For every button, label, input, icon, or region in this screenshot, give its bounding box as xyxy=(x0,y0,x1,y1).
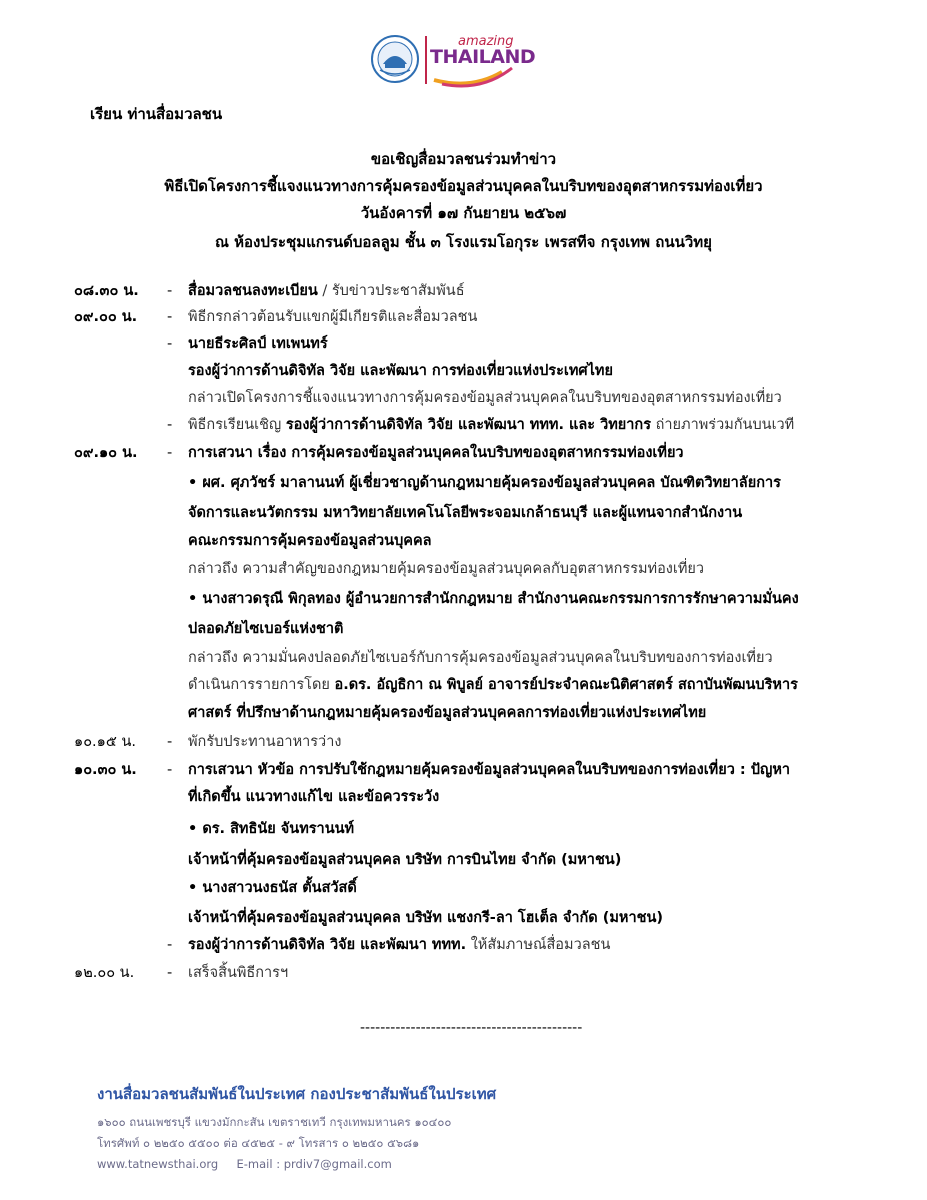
headline-event: พิธีเปิดโครงการชี้แจงแนวทางการคุ้มครองข้อมูลส่วนบุคคลในบริบทของอุตสาหกรรมท่องเที่ยว xyxy=(164,177,763,195)
panelist-1-desc: กล่าวถึง ความสำคัญของกฎหมายคุ้มครองข้อมูลส่วนบุคคลกับอุตสาหกรรมท่องเที่ยว xyxy=(188,561,705,577)
speaker-desc: กล่าวเปิดโครงการชี้แจงแนวทางการคุ้มครองข้อมูลส่วนบุคคลในบริบทของอุตสาหกรรมท่องเที่ยว xyxy=(188,390,782,406)
dash: - xyxy=(167,445,173,461)
headline-venue: ณ ห้องประชุมแกรนด์บอลลูม ชั้น ๓ โรงแรมโอกุระ เพรสทีจ กรุงเทพ ถนนวิทยุ xyxy=(215,233,712,251)
dash: - xyxy=(167,283,173,299)
time-0830: ๐๘.๓๐ น. xyxy=(74,283,139,299)
speaker-title: รองผู้ว่าการด้านดิจิทัล วิจัย และพัฒนา การท่องเที่ยวแห่งประเทศไทย xyxy=(188,363,613,379)
moderator-name: อ.ดร. อัญธิกา ณ พิบูลย์ อาจารย์ประจำคณะนิติศาสตร์ สถาบันพัฒนบริหาร xyxy=(334,677,798,693)
logo-divider xyxy=(425,36,427,84)
footer-address: ๑๖๐๐ ถนนเพชรบุรี แขวงมักกะสัน เขตราชเทวี กรุงเทพมหานคร ๑๐๔๐๐ xyxy=(97,1115,452,1129)
panel2-speaker-2: • นางสาวนงธนัส ตั้นสวัสดิ์ xyxy=(188,880,357,896)
dash: - xyxy=(167,937,173,953)
agenda-photo-a: พิธีกรเรียนเชิญ xyxy=(188,417,286,433)
footer-web-email: www.tatnewsthai.org E-mail : prdiv7@gmail.com xyxy=(97,1157,392,1171)
agenda-break: พักรับประทานอาหารว่าง xyxy=(188,734,342,750)
agenda-close: เสร็จสิ้นพิธีการฯ xyxy=(188,965,289,981)
moderator-label: ดำเนินการรายการโดย xyxy=(188,677,335,693)
headline-invite: ขอเชิญสื่อมวลชนร่วมทำข่าว xyxy=(370,150,557,168)
dash: - xyxy=(167,762,173,778)
tat-seal-icon xyxy=(370,34,420,84)
panelist-2-desc: กล่าวถึง ความมั่นคงปลอดภัยไซเบอร์กับการคุ้มครองข้อมูลส่วนบุคคลในบริบทของการท่องเที่ยว xyxy=(188,650,773,666)
panelist-1-line1: • ผศ. ศุภวัชร์ มาลานนท์ ผู้เชี่ยวชาญด้านกฎหมายคุ้มครองข้อมูลส่วนบุคคล บัณฑิตวิทยาลัยการ xyxy=(188,475,781,491)
time-0900: ๐๙.๐๐ น. xyxy=(74,309,138,325)
panelist-1-line2: จัดการและนวัตกรรม มหาวิทยาลัยเทคโนโลยีพระจอมเกล้าธนบุรี และผู้แทนจากสำนักงาน xyxy=(188,505,743,521)
moderator-line2: ศาสตร์ ที่ปรึกษาด้านกฎหมายคุ้มครองข้อมูลส่วนบุคคลการท่องเที่ยวแห่งประเทศไทย xyxy=(188,705,707,721)
headline-date: วันอังคารที่ ๑๗ กันยายน ๒๕๖๗ xyxy=(360,204,567,222)
dash: - xyxy=(167,965,173,981)
panel2-speaker-1: • ดร. สิทธินัย จันทรานนท์ xyxy=(188,821,355,837)
dash: - xyxy=(167,734,173,750)
interview-who: รองผู้ว่าการด้านดิจิทัล วิจัย และพัฒนา ททท. xyxy=(188,937,467,953)
panelist-1-line3: คณะกรรมการคุ้มครองข้อมูลส่วนบุคคล xyxy=(188,533,432,549)
panelist-2-line2: ปลอดภัยไซเบอร์แห่งชาติ xyxy=(188,621,344,637)
agenda-photo-c: ถ่ายภาพร่วมกันบนเวที xyxy=(651,417,795,433)
agenda-registration-rest: / รับข่าวประชาสัมพันธ์ xyxy=(317,283,465,299)
section-divider: -------------------------------------------- xyxy=(360,1020,583,1036)
footer-phone: โทรศัพท์ ๐ ๒๒๕๐ ๕๕๐๐ ต่อ ๔๕๒๕ - ๙ โทรสาร ๐ ๒๒๕๐ ๕๖๘๑ xyxy=(97,1136,420,1150)
panelist-2-line1: • นางสาวดรุณี พิกุลทอง ผู้อำนวยการสำนักกฎหมาย สำนักงานคณะกรรมการการรักษาความมั่นคง xyxy=(188,591,799,607)
logo-brand: THAILAND xyxy=(430,46,536,68)
time-1200: ๑๒.๐๐ น. xyxy=(74,965,135,981)
time-1015: ๑๐.๑๕ น. xyxy=(74,734,136,750)
panel-topic: การเสวนา เรื่อง การคุ้มครองข้อมูลส่วนบุคคลในบริบทของอุตสาหกรรมท่องเที่ยว xyxy=(188,445,684,461)
time-0910: ๐๙.๑๐ น. xyxy=(74,445,138,461)
interview-what: ให้สัมภาษณ์สื่อมวลชน xyxy=(466,937,611,953)
agenda-welcome: พิธีกรกล่าวต้อนรับแขกผู้มีเกียรติและสื่อมวลชน xyxy=(188,309,478,325)
time-1030: ๑๐.๓๐ น. xyxy=(74,762,137,778)
panel2-topic-line2: ที่เกิดขึ้น แนวทางแก้ไข และข้อควรระวัง xyxy=(188,789,440,805)
recipient-line: เรียน ท่านสื่อมวลชน xyxy=(90,105,223,123)
dash: - xyxy=(167,336,173,352)
agenda-photo-b: รองผู้ว่าการด้านดิจิทัล วิจัย และพัฒนา ททท. และ วิทยากร xyxy=(285,417,651,433)
logo-tagline: amazing xyxy=(458,34,514,49)
agenda-interview xyxy=(188,935,610,955)
footer-title: งานสื่อมวลชนสัมพันธ์ในประเทศ กองประชาสัมพันธ์ในประเทศ xyxy=(97,1085,497,1103)
agenda-registration-bold: สื่อมวลชนลงทะเบียน xyxy=(188,283,318,299)
agenda-photo xyxy=(188,415,794,435)
panel2-speaker-1-role: เจ้าหน้าที่คุ้มครองข้อมูลส่วนบุคคล บริษัท การบินไทย จำกัด (มหาชน) xyxy=(188,852,622,868)
panel2-topic-line1: การเสวนา หัวข้อ การปรับใช้กฎหมายคุ้มครองข้อมูลส่วนบุคคลในบริบทของการท่องเที่ยว : ปัญหา xyxy=(188,762,791,778)
dash: - xyxy=(167,417,173,433)
dash: - xyxy=(167,309,173,325)
panel2-speaker-2-role: เจ้าหน้าที่คุ้มครองข้อมูลส่วนบุคคล บริษัท แชงกรี-ลา โฮเต็ล จำกัด (มหาชน) xyxy=(188,910,663,926)
moderator-line1 xyxy=(188,675,798,695)
logo-group xyxy=(370,30,540,90)
speaker-name: นายธีระศิลป์ เทเพนทร์ xyxy=(188,336,328,352)
agenda-registration xyxy=(188,281,465,301)
